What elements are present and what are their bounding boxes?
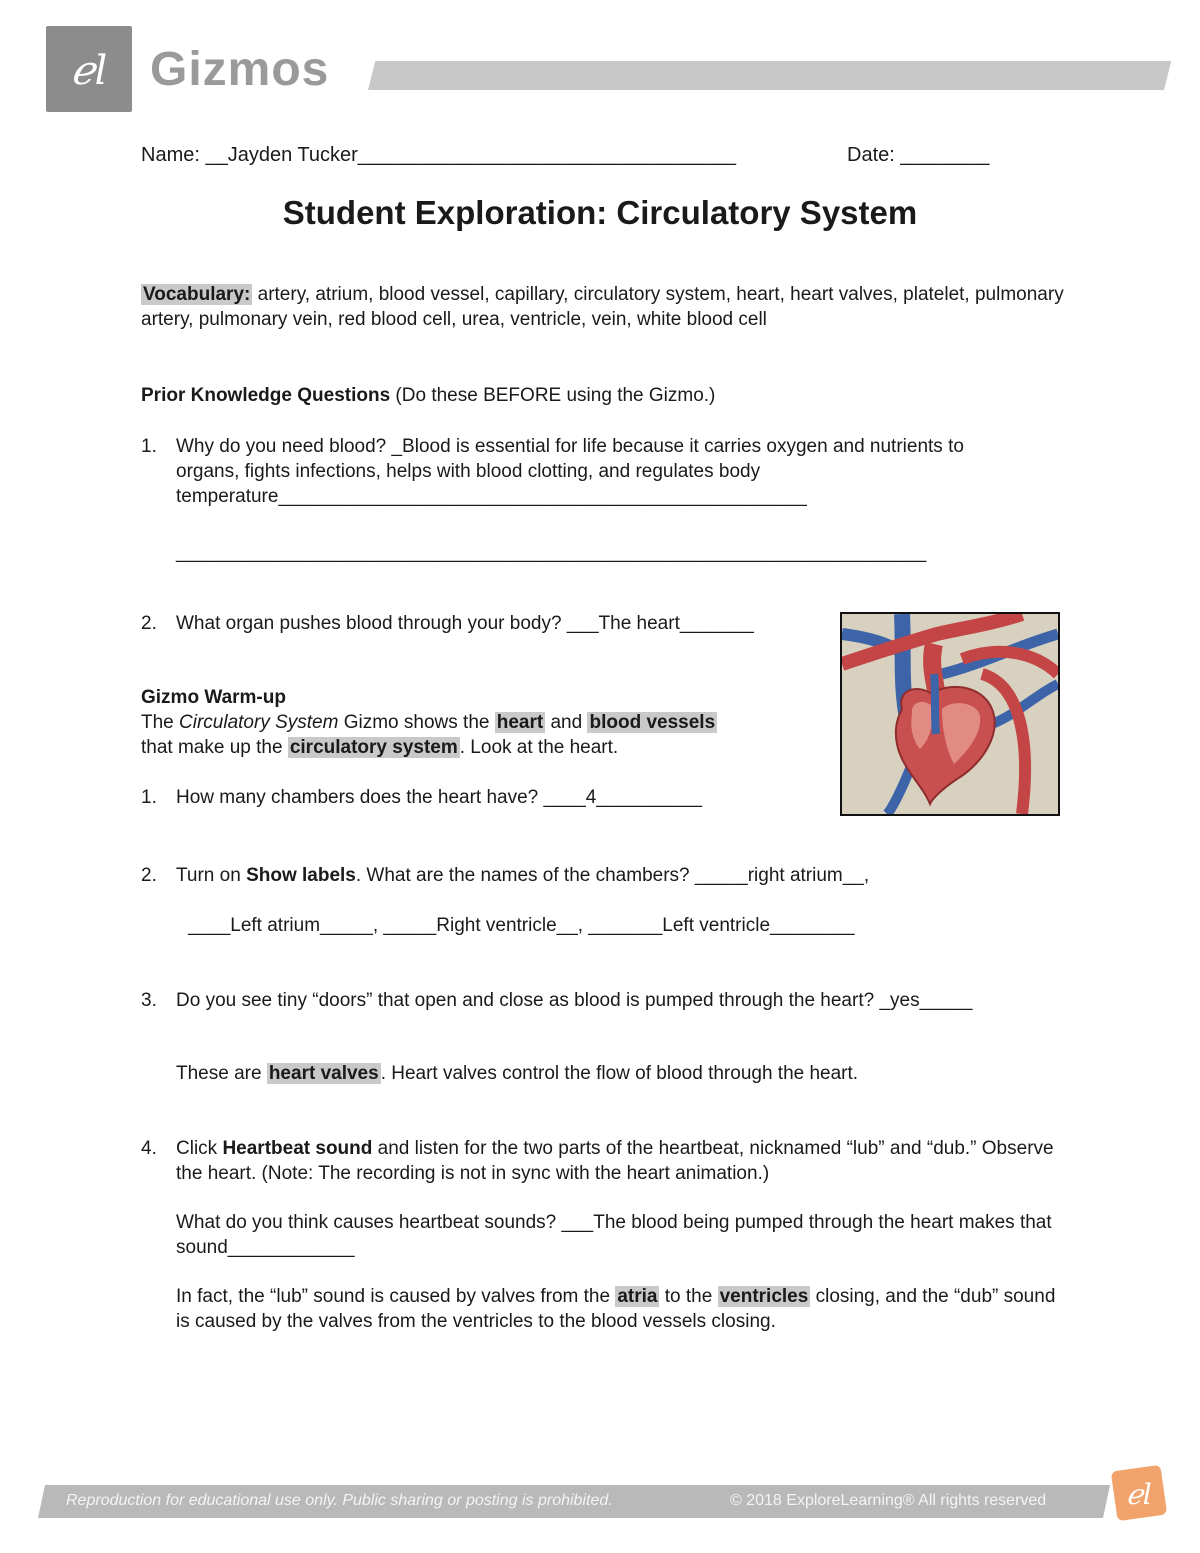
warmup-intro-text: and xyxy=(545,712,588,733)
warmup-question-4 xyxy=(176,1136,1056,1186)
note-text: These are xyxy=(176,1063,267,1084)
heart-illustration-icon xyxy=(842,614,1058,814)
heart-valves-note xyxy=(176,1061,1066,1086)
gizmos-logo xyxy=(46,26,132,112)
svg-text:ℯl: ℯl xyxy=(70,48,108,94)
warmup-question-2 xyxy=(176,863,1066,888)
question-number: 2. xyxy=(141,865,157,886)
heartbeat-sound-term: Heartbeat sound xyxy=(222,1138,373,1159)
warmup-intro-text: The xyxy=(141,712,180,733)
show-labels-term: Show labels xyxy=(246,865,356,886)
question-text: . What are the names of the chambers? _____right atrium__, xyxy=(355,865,870,886)
chamber-names-answer: ____Left atrium_____, _____Right ventricle__, _______Left ventricle________ xyxy=(188,915,855,936)
explorelearning-logo-icon xyxy=(1106,1462,1172,1524)
question-number: 3. xyxy=(141,990,157,1011)
name-field: Name: __Jayden Tucker__________________________________ xyxy=(141,144,736,166)
question-text: Click xyxy=(176,1138,223,1159)
footer-disclaimer: Reproduction for educational use only. Public sharing or posting is prohibited. xyxy=(66,1492,613,1509)
question-number: 2. xyxy=(141,613,157,634)
svg-text:ℯl: ℯl xyxy=(1126,1478,1152,1511)
note-text: . Heart valves control the flow of blood through the heart. xyxy=(380,1063,859,1084)
page-title: Student Exploration: Circulatory System xyxy=(282,194,918,231)
prior-knowledge-heading: Prior Knowledge Questions xyxy=(141,385,391,406)
el-logo-icon xyxy=(46,26,132,112)
question-text: Turn on xyxy=(176,865,247,886)
prior-question-1: Why do you need blood? _Blood is essential for life because it carries oxygen and nutrients to organs, fights infections, helps with blood clotting, and regulates body temperature__________________________________________________ xyxy=(176,436,964,507)
question-number: 1. xyxy=(141,787,157,808)
answer-blank-line: _______________________________________________________________________ xyxy=(176,542,927,563)
term-ventricles: ventricles xyxy=(719,1286,809,1307)
header-bar xyxy=(368,61,1171,90)
warmup-intro-text: that make up the xyxy=(141,737,288,758)
term-heart-valves: heart valves xyxy=(268,1063,379,1084)
term-atria: atria xyxy=(617,1286,658,1307)
warmup-question-1: How many chambers does the heart have? ____4__________ xyxy=(176,787,703,808)
brand-name: Gizmos xyxy=(150,43,330,96)
vocabulary-section xyxy=(141,282,1071,332)
fact-text: to the xyxy=(659,1286,718,1307)
fact-text: In fact, the “lub” sound is caused by valves from the xyxy=(176,1286,616,1307)
lub-dub-fact xyxy=(176,1284,1056,1334)
term-circulatory-system: circulatory system xyxy=(289,737,458,758)
gizmo-name: Circulatory System xyxy=(179,712,339,733)
warmup-section xyxy=(141,685,821,760)
warmup-intro-text: . Look at the heart. xyxy=(459,737,619,758)
date-field: Date: ________ xyxy=(847,144,990,166)
warmup-intro-text: Gizmo shows the xyxy=(338,712,495,733)
warmup-question-3: Do you see tiny “doors” that open and close as blood is pumped through the heart? _yes_____ xyxy=(176,990,973,1011)
term-blood-vessels: blood vessels xyxy=(589,712,716,733)
question-number: 4. xyxy=(141,1138,157,1159)
footer-copyright: © 2018 ExploreLearning® All rights reserved xyxy=(730,1492,1047,1509)
heartbeat-sounds-answer: What do you think causes heartbeat sounds? ___The blood being pumped through the heart makes that sound____________ xyxy=(176,1212,1052,1258)
vocabulary-terms: artery, atrium, blood vessel, capillary, circulatory system, heart, heart valves, platelet, pulmonary artery, pulmonary vein, red blood cell, urea, ventricle, vein, white blood cell xyxy=(141,284,1064,330)
question-text: and listen for the two parts of the heartbeat, nicknamed “lub” and “dub.” Observe the heart. (Note: The recording is not in sync with the heart animation.) xyxy=(176,1138,1054,1184)
question-number: 1. xyxy=(141,436,157,457)
prior-knowledge-note: (Do these BEFORE using the Gizmo.) xyxy=(390,385,716,406)
vocabulary-label: Vocabulary: xyxy=(143,284,251,305)
prior-question-2: What organ pushes blood through your body? ___The heart_______ xyxy=(176,613,754,634)
footer-logo xyxy=(1106,1462,1172,1524)
term-heart: heart xyxy=(496,712,544,733)
warmup-heading: Gizmo Warm-up xyxy=(141,687,286,708)
prior-knowledge-heading-row xyxy=(141,383,1071,408)
fact-text: closing, and the “dub” sound is caused by the valves from the ventricles to the blood vessels closing. xyxy=(176,1286,1056,1332)
